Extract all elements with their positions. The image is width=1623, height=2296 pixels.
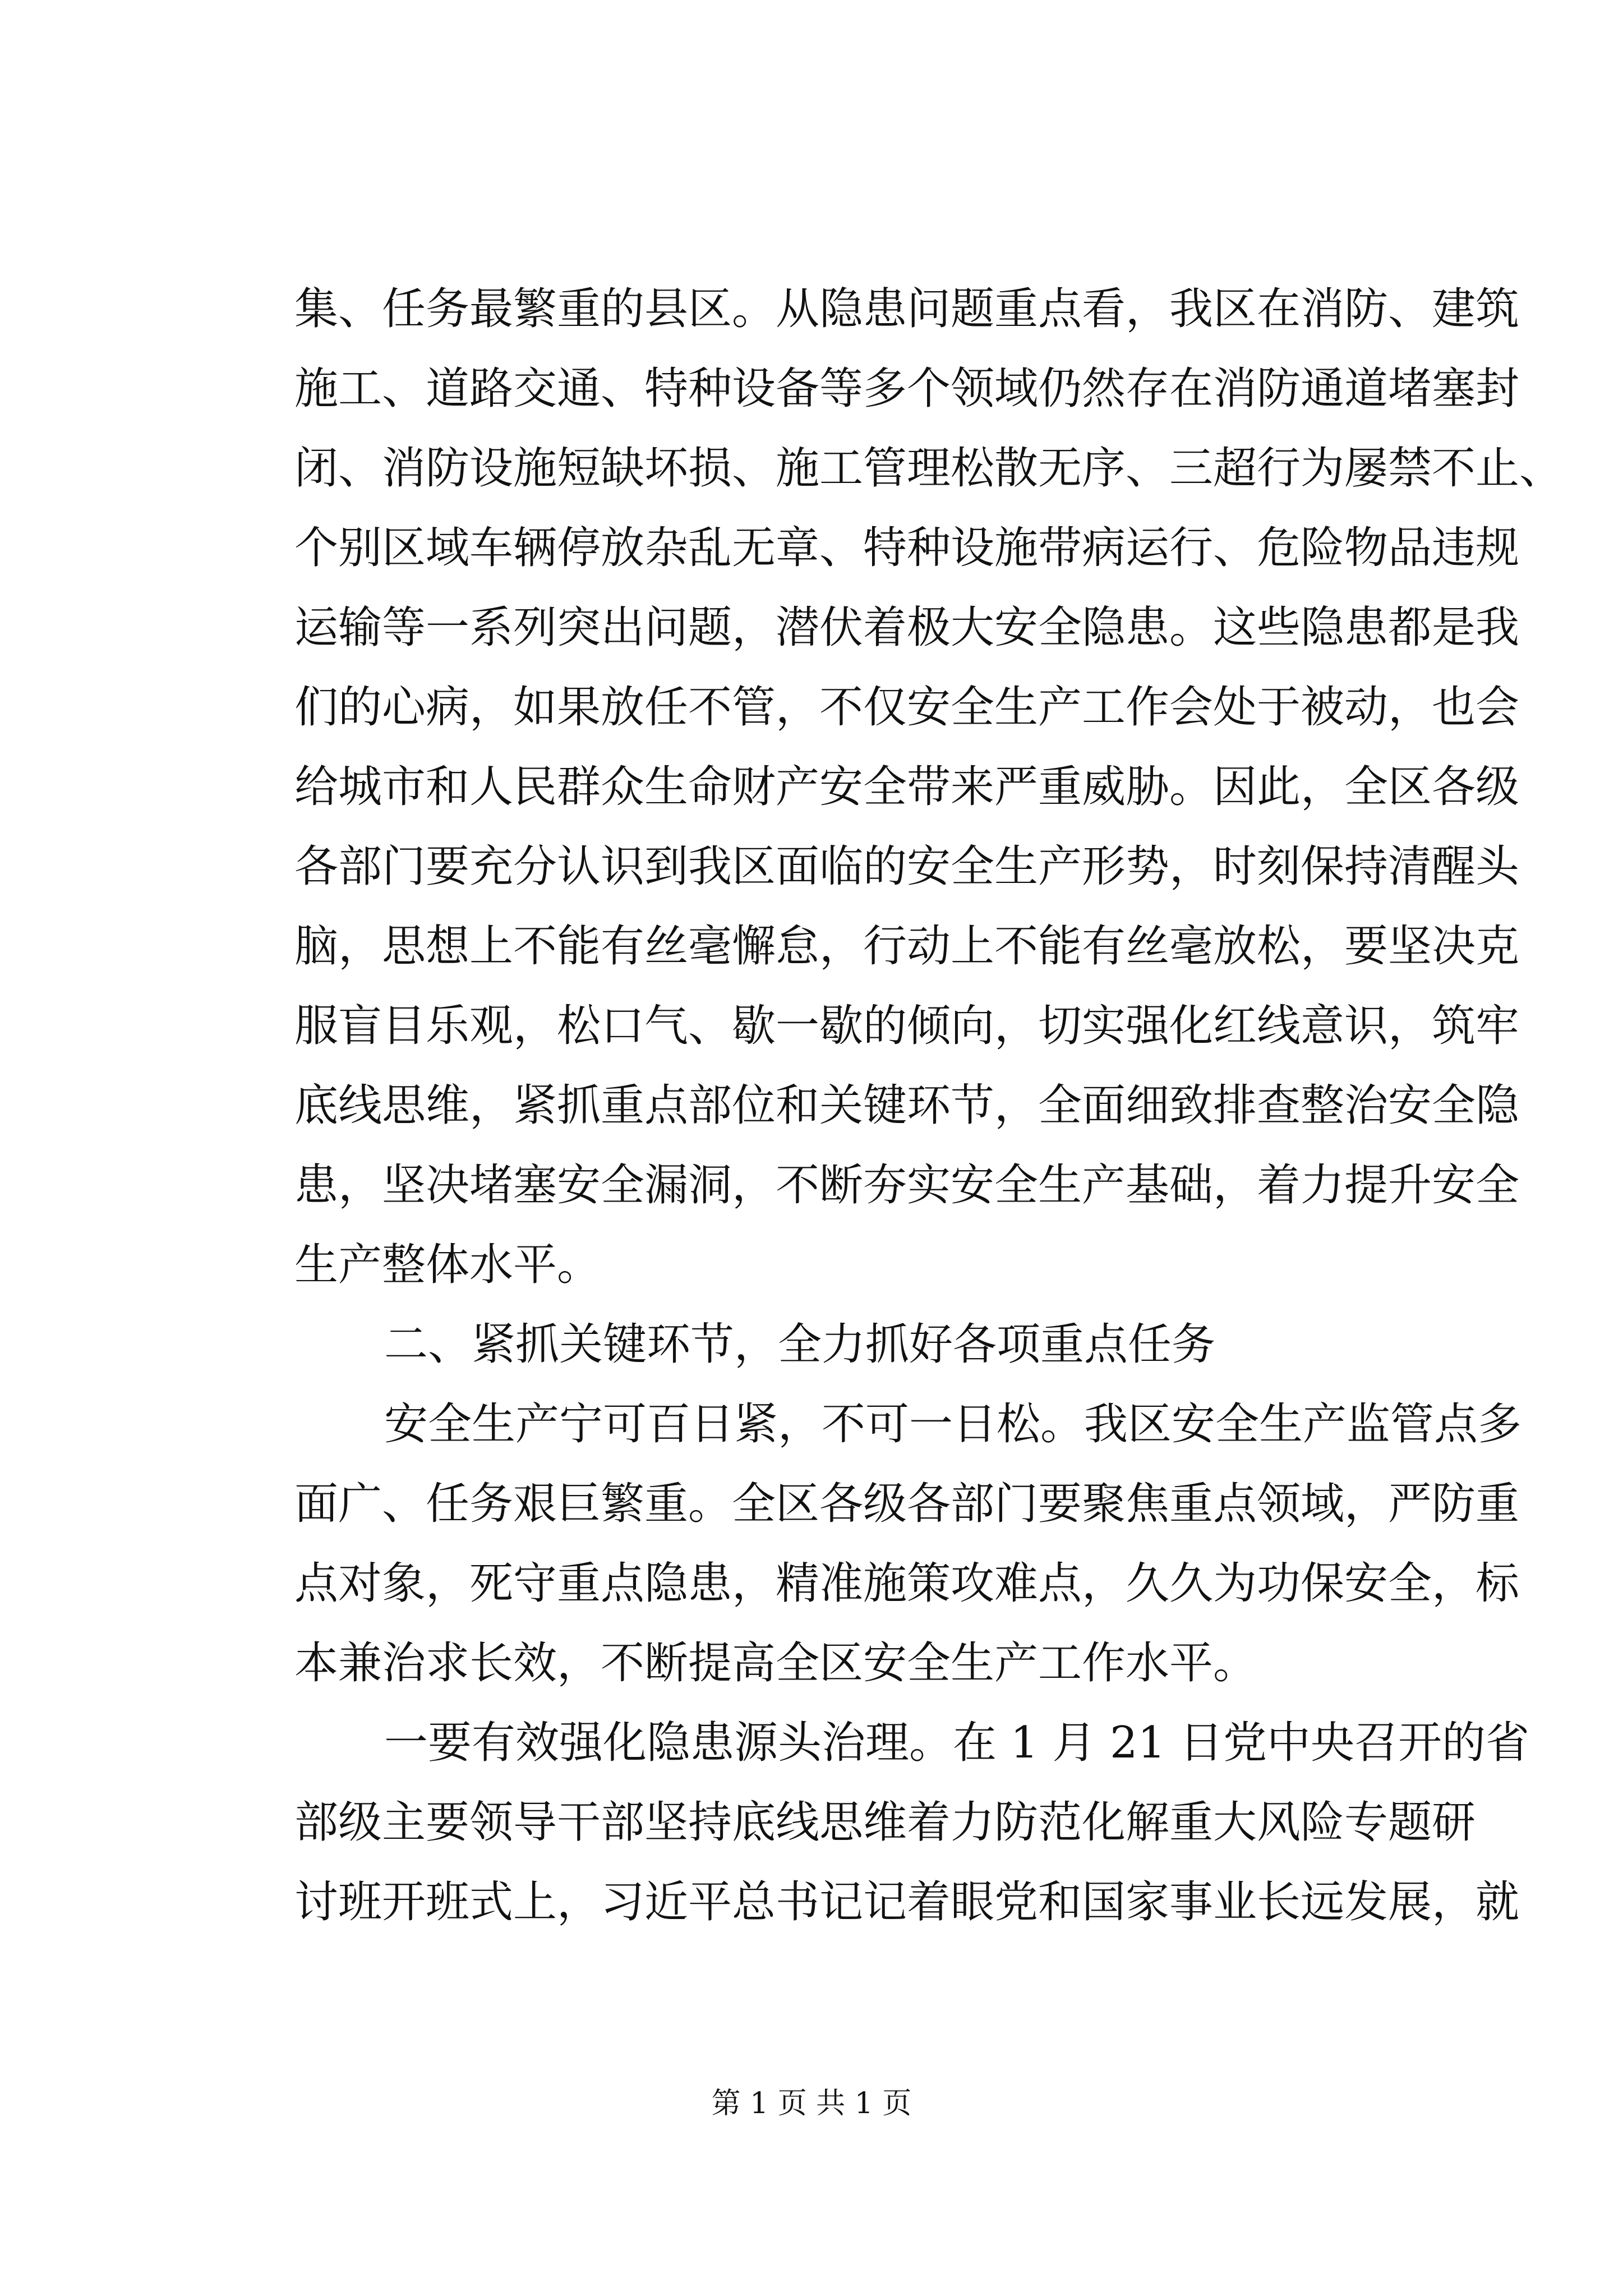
paragraph-line: 闭、消防设施短缺坏损、施工管理松散无序、三超行为屡禁不止、 — [294, 443, 1564, 494]
paragraph-line: 生产整体水平。 — [294, 1240, 601, 1290]
paragraph-line: 给城市和人民群众生命财产安全带来严重威胁。因此，全区各级 — [294, 762, 1520, 812]
paragraph-line: 集、任务最繁重的县区。从隐患问题重点看，我区在消防、建筑 — [294, 284, 1520, 334]
paragraph-line: 本兼治求长效，不断提高全区安全生产工作水平。 — [294, 1638, 1257, 1688]
section-heading: 二、紧抓关键环节，全力抓好各项重点任务 — [384, 1319, 1216, 1370]
paragraph-line: 脑，思想上不能有丝毫懈怠，行动上不能有丝毫放松，要坚决克 — [294, 921, 1520, 972]
paragraph-line: 安全生产宁可百日紧，不可一日松。我区安全生产监管点多 — [384, 1399, 1522, 1450]
paragraph-line: 讨班开班式上，习近平总书记记着眼党和国家事业长远发展，就 — [294, 1877, 1520, 1927]
page-footer: 第 1 页 共 1 页 — [711, 2087, 912, 2120]
paragraph-line: 们的心病，如果放任不管，不仅安全生产工作会处于被动，也会 — [294, 682, 1520, 733]
paragraph-line: 面广、任务艰巨繁重。全区各级各部门要聚焦重点领域，严防重 — [294, 1479, 1520, 1529]
paragraph-line: 各部门要充分认识到我区面临的安全生产形势，时刻保持清醒头 — [294, 841, 1520, 892]
paragraph-line: 部级主要领导干部坚持底线思维着力防范化解重大风险专题研 — [294, 1797, 1476, 1848]
paragraph-line: 一要有效强化隐患源头治理。在 1 月 21 日党中央召开的省 — [384, 1718, 1530, 1768]
paragraph-line: 施工、道路交通、特种设备等多个领域仍然存在消防通道堵塞封 — [294, 364, 1520, 414]
paragraph-line: 点对象，死守重点隐患，精准施策攻难点，久久为功保安全，标 — [294, 1558, 1520, 1609]
paragraph-line: 患，坚决堵塞安全漏洞，不断夯实安全生产基础，着力提升安全 — [294, 1160, 1520, 1211]
paragraph-line: 个别区域车辆停放杂乱无章、特种设施带病运行、危险物品违规 — [294, 523, 1520, 573]
paragraph-line: 服盲目乐观，松口气、歇一歇的倾向，切实强化红线意识，筑牢 — [294, 1001, 1520, 1051]
document-body — [294, 269, 1564, 1942]
paragraph-line: 运输等一系列突出问题，潜伏着极大安全隐患。这些隐患都是我 — [294, 602, 1520, 653]
paragraph-line: 底线思维，紧抓重点部位和关键环节，全面细致排查整治安全隐 — [294, 1080, 1520, 1131]
